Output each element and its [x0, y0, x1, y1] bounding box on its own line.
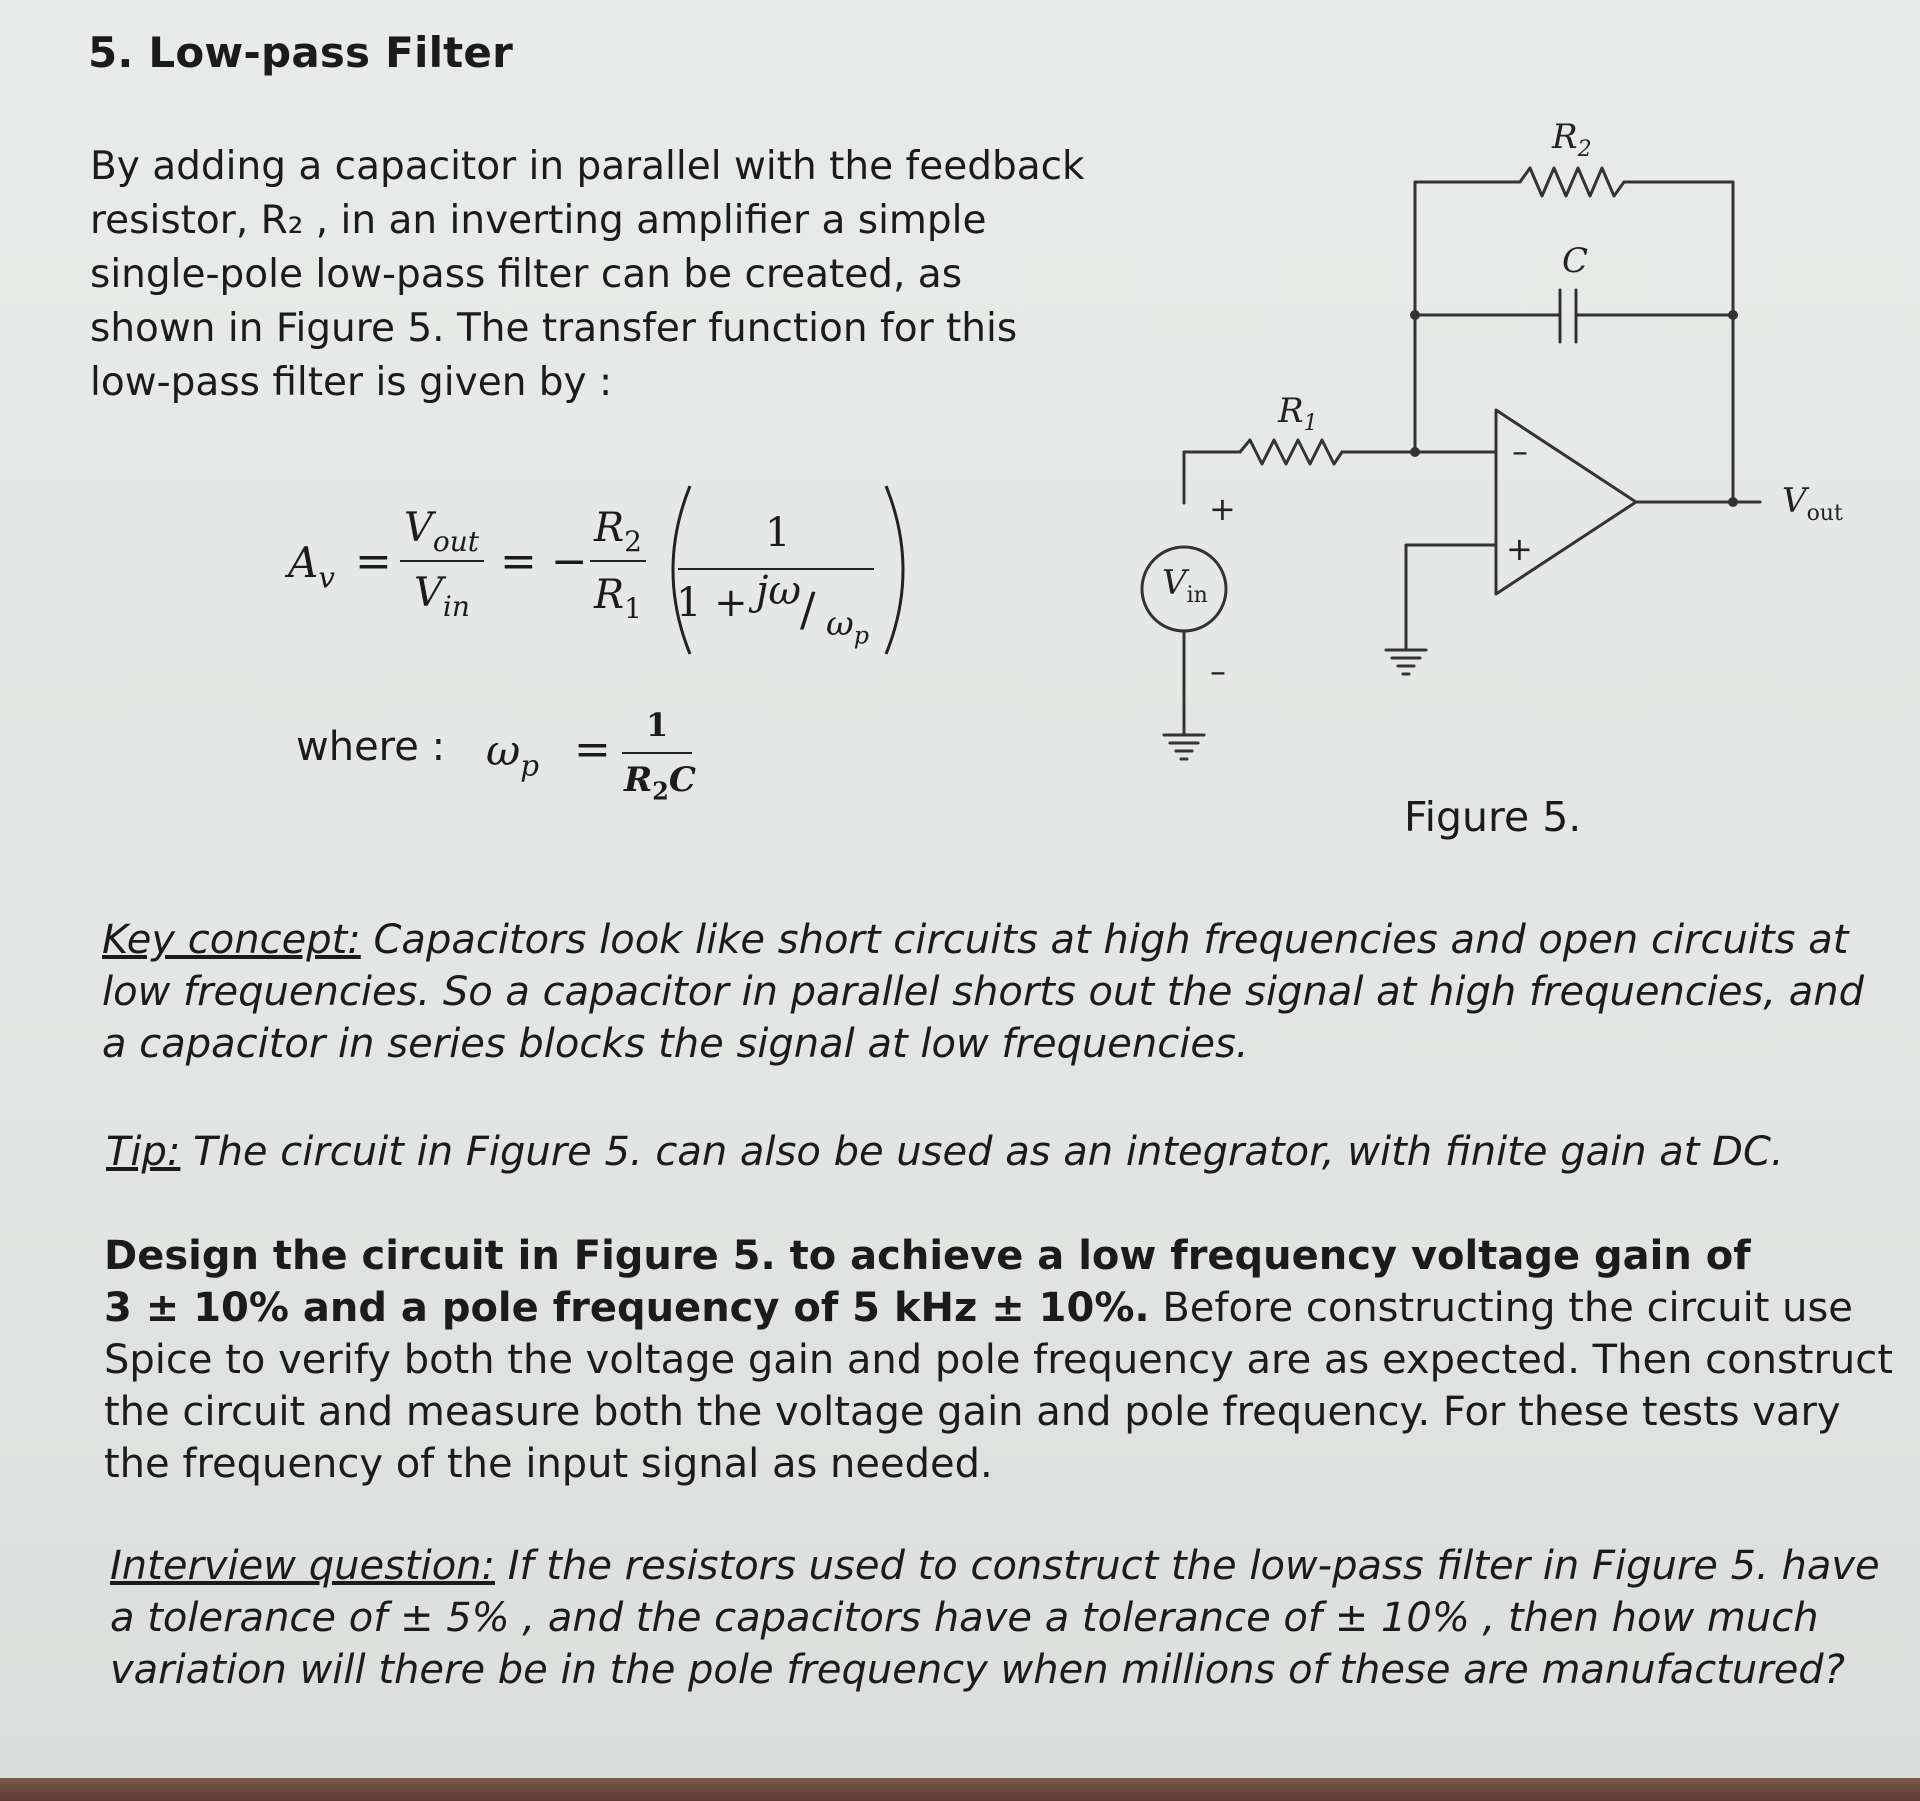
- junction-dot: [1410, 447, 1420, 457]
- vin-denominator: $V_{in}$: [414, 570, 470, 623]
- opamp-minus-sign: –: [1512, 432, 1528, 470]
- interview-question-paragraph: Interview question: If the resistors used to construct the low-pass filter in Figure 5. have a tolerance of ± 5% , and the capacitors have a tolerance of ± 10% , then how much variation will there be in the pole frequency when millions of these are manufactured?: [110, 1543, 1880, 1693]
- equals-sign: =: [574, 724, 611, 775]
- r2-resistor-zigzag: [1520, 168, 1624, 196]
- intro-line: resistor, R₂ , in an inverting amplifier a simple: [90, 198, 987, 243]
- negative-equals: = −: [500, 536, 588, 587]
- source-plus-sign: +: [1209, 490, 1236, 528]
- intro-line: low-pass filter is given by :: [90, 360, 613, 405]
- r1-resistor-zigzag: [1240, 440, 1342, 464]
- tip-paragraph: Tip: The circuit in Figure 5. can also be used as an integrator, with finite gain at DC.: [106, 1129, 1784, 1175]
- intro-line: By adding a capacitor in parallel with the feedback: [90, 144, 1085, 189]
- c-label: C: [1562, 241, 1589, 281]
- section-heading: 5. Low-pass Filter: [88, 28, 514, 77]
- slash: /: [800, 582, 816, 636]
- figure-5-circuit: [0, 0, 1920, 900]
- junction-dot: [1728, 310, 1738, 320]
- omega-p-symbol: $\omega_p$: [486, 726, 540, 783]
- r1-label: $R_1$: [1278, 391, 1318, 436]
- ground-symbol: [1164, 735, 1204, 759]
- figure-caption: Figure 5.: [1404, 793, 1582, 841]
- key-concept-paragraph: Key concept: Capacitors look like short circuits at high frequencies and open circuits at low frequencies. So a capacitor in parallel shorts out the signal at high frequencies, and a capacitor in series blocks the signal at low frequencies.: [102, 917, 1865, 1067]
- junction-dot: [1728, 497, 1738, 507]
- vin-label: $V_{in}$: [1162, 563, 1208, 608]
- pole-denominator: $R_2C$: [624, 760, 696, 806]
- vout-label: $V_{out}$: [1782, 481, 1843, 526]
- where-label: where :: [296, 724, 446, 770]
- pole-numerator: 1: [646, 706, 669, 744]
- opamp-plus-sign: +: [1506, 530, 1533, 568]
- ground-symbol: [1386, 650, 1426, 674]
- equals-sign: =: [355, 536, 392, 587]
- design-task-paragraph: Design the circuit in Figure 5. to achieve a low frequency voltage gain of 3 ± 10% and a pole frequency of 5 kHz ± 10%. Before constructing the circuit use Spice to verify both the voltage gain and pole frequency are as expected. Then construct the circuit and measure both the voltage gain and pole frequency. For these tests vary the frequency of the input signal as needed.: [104, 1233, 1893, 1487]
- junction-dot: [1410, 310, 1420, 320]
- r2-right-wire: [1624, 182, 1733, 503]
- interview-question-label: Interview question:: [110, 1543, 495, 1589]
- denominator: 1 +: [676, 580, 748, 626]
- intro-line: shown in Figure 5. The transfer function for this: [90, 306, 1018, 351]
- page-bottom-edge: [0, 1778, 1920, 1801]
- source-minus-sign: –: [1210, 652, 1226, 690]
- key-concept-label: Key concept:: [102, 917, 361, 963]
- vout-numerator: $V_{out}$: [404, 505, 480, 558]
- plus-input-wire: [1406, 545, 1496, 650]
- gain-symbol: $A_v$: [288, 538, 335, 595]
- j-omega: jω: [756, 568, 802, 614]
- tip-label: Tip:: [106, 1129, 181, 1175]
- r2-numerator: $R_2$: [594, 505, 642, 558]
- one-numerator: 1: [765, 510, 791, 556]
- capacitor-plates: [1560, 290, 1576, 342]
- omega-p: $\omega_p$: [826, 604, 869, 650]
- r2-label: $R_2$: [1552, 117, 1592, 162]
- r1-denominator: $R_1$: [594, 572, 642, 625]
- intro-line: single-pole low-pass filter can be created, as: [90, 252, 963, 297]
